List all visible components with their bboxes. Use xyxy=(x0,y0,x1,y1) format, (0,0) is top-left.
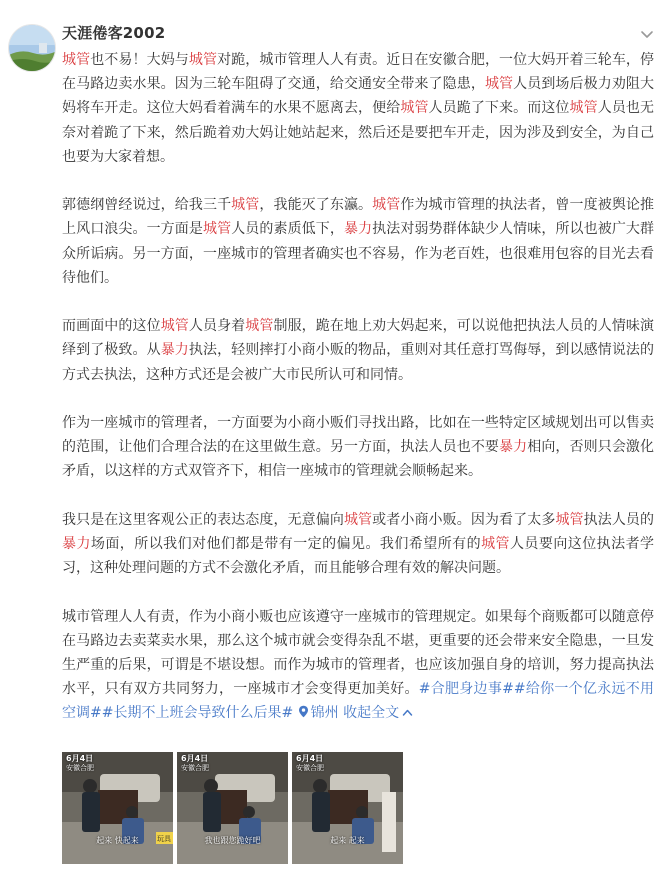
keyword-highlight[interactable]: 城管 xyxy=(555,511,584,528)
text-segment: 人员要向这位执法者学习，这种处理问题的方式不会激化矛盾，而且能够合理有效的解决问题。 xyxy=(62,536,655,577)
text-segment: 郭德纲曾经说过，给我三千 xyxy=(62,197,232,214)
author-name[interactable]: 天涯倦客2002 xyxy=(62,24,166,42)
video-subtitle: 起来 起来 xyxy=(330,836,365,845)
video-date-overlay: 6月4日 xyxy=(66,754,94,763)
text-segment: 场面，所以我们对他们都是带有一定的偏见。我们希望所有的 xyxy=(90,536,482,552)
text-segment: 人员也无奈对着跪了下来，然后跪着劝大妈让她站起来，然后还是要把车开走，因为涉及到安全，为自己也要为大家着想。 xyxy=(62,100,655,165)
keyword-highlight[interactable]: 城管 xyxy=(245,318,274,335)
location-link[interactable] xyxy=(298,705,339,721)
keyword-highlight[interactable]: 城管 xyxy=(484,76,514,93)
video-subtitle: 起来 快起来 xyxy=(96,836,139,845)
keyword-highlight[interactable]: 城管 xyxy=(188,52,218,68)
text-segment: 制服，跪在地上劝大妈起来，可以说他把执法人员的人情味演绎到了极致。从 xyxy=(62,318,655,359)
thumbnail-image[interactable] xyxy=(62,752,173,864)
paragraph xyxy=(62,48,654,169)
location-label: 锦州 xyxy=(310,705,339,722)
text-segment: 人员到场后极力劝阻大妈将车开走。这位大妈看着满车的水果不愿离去，便给 xyxy=(62,76,655,117)
hashtag-link[interactable]: #合肥身边事# xyxy=(418,681,514,698)
keyword-highlight[interactable]: 暴力 xyxy=(343,221,373,238)
keyword-highlight[interactable]: 城管 xyxy=(569,100,598,117)
keyword-highlight[interactable]: 城管 xyxy=(481,536,510,552)
keyword-highlight[interactable]: 城管 xyxy=(400,100,429,117)
text-segment: 或者小商小贩。因为看了太多 xyxy=(372,511,556,528)
text-segment: 而画面中的这位 xyxy=(62,318,161,335)
video-location-overlay: 安徽合肥 xyxy=(296,764,324,772)
text-segment: ，我能灭了东瀛。 xyxy=(259,197,373,214)
text-segment: 执法，轻则摔打小商小贩的物品，重则对其任意打骂侮辱，到以感情说法的方式去执法，这种方式还是会被广大市民所认可和同情。 xyxy=(62,342,655,383)
hashtag-link[interactable]: #长期不上班会导致什么后果# xyxy=(101,705,294,722)
video-date-overlay: 6月4日 xyxy=(181,754,209,763)
hashtag-link[interactable]: #给你一个亿永远不用空调# xyxy=(62,681,655,722)
text-segment: 执法对弱势群体缺少人情味，所以也被广大群众所诟病。另一方面，一座城市的管理者确实也不容易，作为老百姓，也很难用包容的目光去看待他们。 xyxy=(62,221,655,286)
chevron-down-icon[interactable] xyxy=(637,24,657,44)
paragraph xyxy=(62,508,654,581)
text-segment: 作为一座城市的管理者，一方面要为小商小贩们寻找出路，比如在一些特定区域规划出可以售卖的范围，让他们合理合法的在这里做生意。另一方面，执法人员也不要 xyxy=(62,415,654,456)
text-segment: 作为城市管理的执法者，曾一度被舆论推上风口浪尖。一方面是 xyxy=(62,197,655,238)
keyword-highlight[interactable]: 城管 xyxy=(231,197,260,214)
collapse-full-text-link[interactable] xyxy=(343,705,413,721)
text-segment: 执法人员的 xyxy=(583,511,655,528)
image-thumbnails xyxy=(62,752,407,864)
paragraph xyxy=(62,605,654,726)
text-segment: 我只是在这里客观公正的表达态度，无意偏向 xyxy=(62,511,344,528)
location-pin-icon xyxy=(298,705,309,718)
chevron-up-icon xyxy=(402,708,413,717)
keyword-highlight[interactable]: 城管 xyxy=(62,52,91,68)
post-body xyxy=(62,48,654,726)
keyword-highlight[interactable]: 暴力 xyxy=(160,342,189,359)
thumbnail-image[interactable] xyxy=(292,752,403,864)
keyword-highlight[interactable]: 城管 xyxy=(160,318,189,335)
text-segment: 城市管理人人有责，作为小商小贩也应该遵守一座城市的管理规定。如果每个商贩都可以随意停在马路边去卖菜卖水果，那么这个城市就会变得杂乱不堪，更重要的还会带来安全隐患，一旦发生严重的后果，可谓是不堪设想。而作为城市的管理者，也应该加强自身的培训，努力提高执法水平，只有双方共同努力，一座城市才会变得更加美好。 xyxy=(62,608,654,698)
text-segment: 相向，否则只会激化矛盾，以这样的方式双管齐下，相信一座城市的管理就会顺畅起来。 xyxy=(62,439,655,480)
collapse-label: 收起全文 xyxy=(343,705,400,722)
keyword-highlight[interactable]: 暴力 xyxy=(499,439,528,456)
keyword-highlight[interactable]: 暴力 xyxy=(62,536,91,552)
video-subtitle: 我也跟您跪好吧 xyxy=(204,836,261,845)
keyword-highlight[interactable]: 城管 xyxy=(343,511,373,528)
avatar[interactable] xyxy=(8,24,56,72)
paragraph xyxy=(62,314,654,387)
paragraph xyxy=(62,193,654,290)
text-segment: 也不易！大妈与 xyxy=(90,52,189,68)
text-segment: 人员跪了下来。而这位 xyxy=(428,100,570,117)
paragraph xyxy=(62,411,654,484)
keyword-highlight[interactable]: 城管 xyxy=(202,221,232,238)
video-location-overlay: 安徽合肥 xyxy=(66,764,94,772)
video-date-overlay: 6月4日 xyxy=(296,754,324,763)
text-segment: 人员身着 xyxy=(188,318,246,335)
text-segment: 对跪，城市管理人人有责。近日在安徽合肥，一位大妈开着三轮车，停在马路边卖水果。因为三轮车阻碍了交通，给交通安全带来了隐患， xyxy=(62,52,655,93)
keyword-highlight[interactable]: 城管 xyxy=(372,197,401,214)
text-segment: 人员的素质低下， xyxy=(231,221,344,238)
thumbnail-image[interactable] xyxy=(177,752,288,864)
video-location-overlay: 安徽合肥 xyxy=(181,764,209,772)
video-tag-overlay: 玩具 xyxy=(157,835,171,843)
